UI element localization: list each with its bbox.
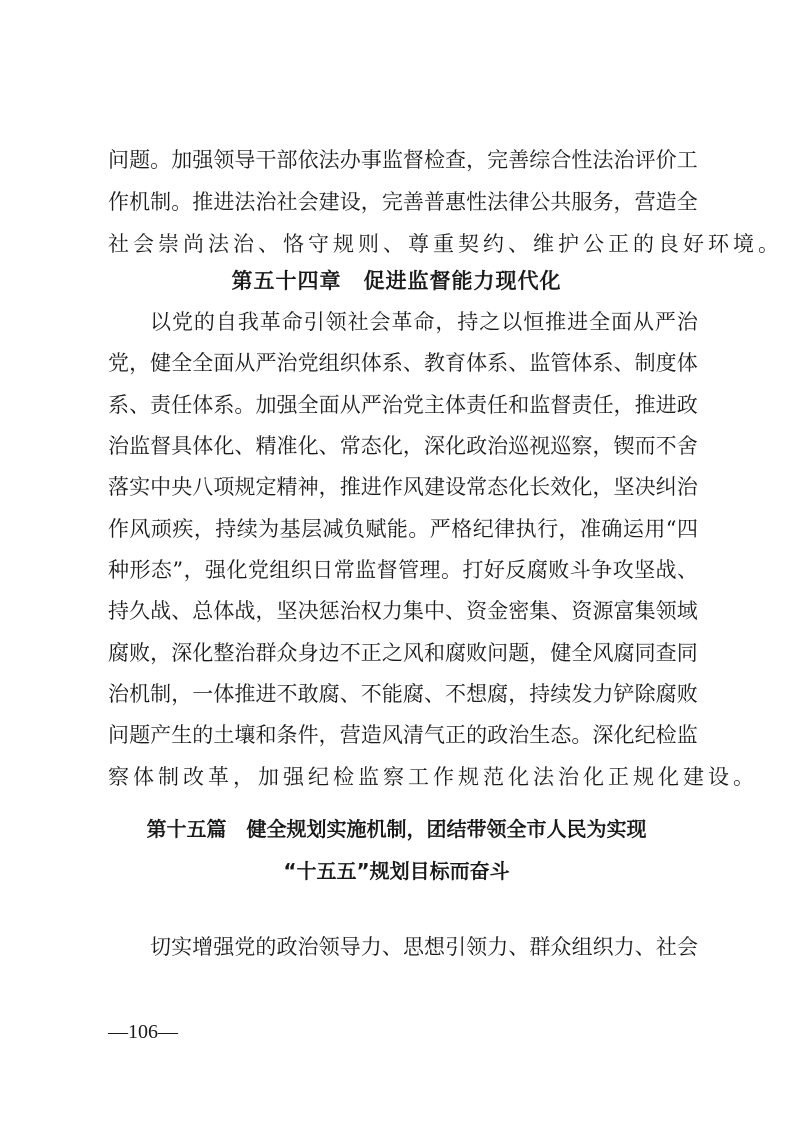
body-text-line: 党 ， 健 全 全 面 从 严 治 党 组 织 体 系 、 教 育 体 系 、 监 管 体 系 、 制 度 体 xyxy=(108,351,698,375)
body-text-line: 察 体 制 改 革 ， 加 强 纪 检 监 察 工 作 规 范 化 法 治 化 正 规 化 建 设 。 xyxy=(108,765,758,789)
body-text-line: 以 党 的 自 我 革 命 引 领 社 会 革 命 ， 持 之 以 恒 推 进 全 面 从 严 治 xyxy=(150,310,698,334)
body-text-line: 问 题 产 生 的 土 壤 和 条 件 ， 营 造 风 清 气 正 的 政 治 生 态 。 深 化 纪 检 监 xyxy=(108,723,698,747)
chapter-heading: 第五十四章 促进监督能力现代化 xyxy=(231,269,562,293)
body-text-line: 腐 败 ， 深 化 整 治 群 众 身 边 不 正 之 风 和 腐 败 问 题 ， 健 全 风 腐 同 查 同 xyxy=(108,641,698,665)
body-text-line: 治 机 制 ， 一 体 推 进 不 敢 腐 、 不 能 腐 、 不 想 腐 ， 持 续 发 力 铲 除 腐 败 xyxy=(108,682,698,706)
body-text-line: 持 久 战 、 总 体 战 ， 坚 决 惩 治 权 力 集 中 、 资 金 密 集 、 资 源 富 集 领 域 xyxy=(108,599,698,623)
body-text-line: 切 实 增 强 党 的 政 治 领 导 力 、 思 想 引 领 力 、 群 众 组 织 力 、 社 会 xyxy=(150,935,698,959)
body-text-line: 问 题 。 加 强 领 导 干 部 依 法 办 事 监 督 检 查 ， 完 善 综 合 性 法 治 评 价 工 xyxy=(108,148,698,172)
part-title-line-1: 第十五篇 健全规划实施机制，团结带领全市人民为实现 xyxy=(146,817,647,841)
body-text-line: 系 、 责 任 体 系 。 加 强 全 面 从 严 治 党 主 体 责 任 和 监 督 责 任 ， 推 进 政 xyxy=(108,393,698,417)
part-title-line-2: “十五五”规划目标而奋斗 xyxy=(283,859,510,883)
body-text-line: 种 形 态 ” ， 强 化 党 组 织 日 常 监 督 管 理 。 打 好 反 腐 败 斗 争 攻 坚 战 、 xyxy=(108,558,698,582)
body-text-line: 作 机 制 。 推 进 法 治 社 会 建 设 ， 完 善 普 惠 性 法 律 公 共 服 务 ， 营 造 全 xyxy=(108,190,698,214)
body-text-line: 作 风 顽 疾 ， 持 续 为 基 层 减 负 赋 能 。 严 格 纪 律 执 行 ， 准 确 运 用 “ 四 xyxy=(108,517,698,541)
body-text-line: 社 会 崇 尚 法 治 、 恪 守 规 则 、 尊 重 契 约 、 维 护 公 正 的 良 好 环 境 。 xyxy=(108,232,783,256)
body-text-line: 落 实 中 央 八 项 规 定 精 神 ， 推 进 作 风 建 设 常 态 化 长 效 化 ， 坚 决 纠 治 xyxy=(108,475,698,499)
page-number: —106— xyxy=(108,1021,178,1043)
body-text-line: 治 监 督 具 体 化 、 精 准 化 、 常 态 化 ， 深 化 政 治 巡 视 巡 察 ， 锲 而 不 舍 xyxy=(108,434,698,458)
